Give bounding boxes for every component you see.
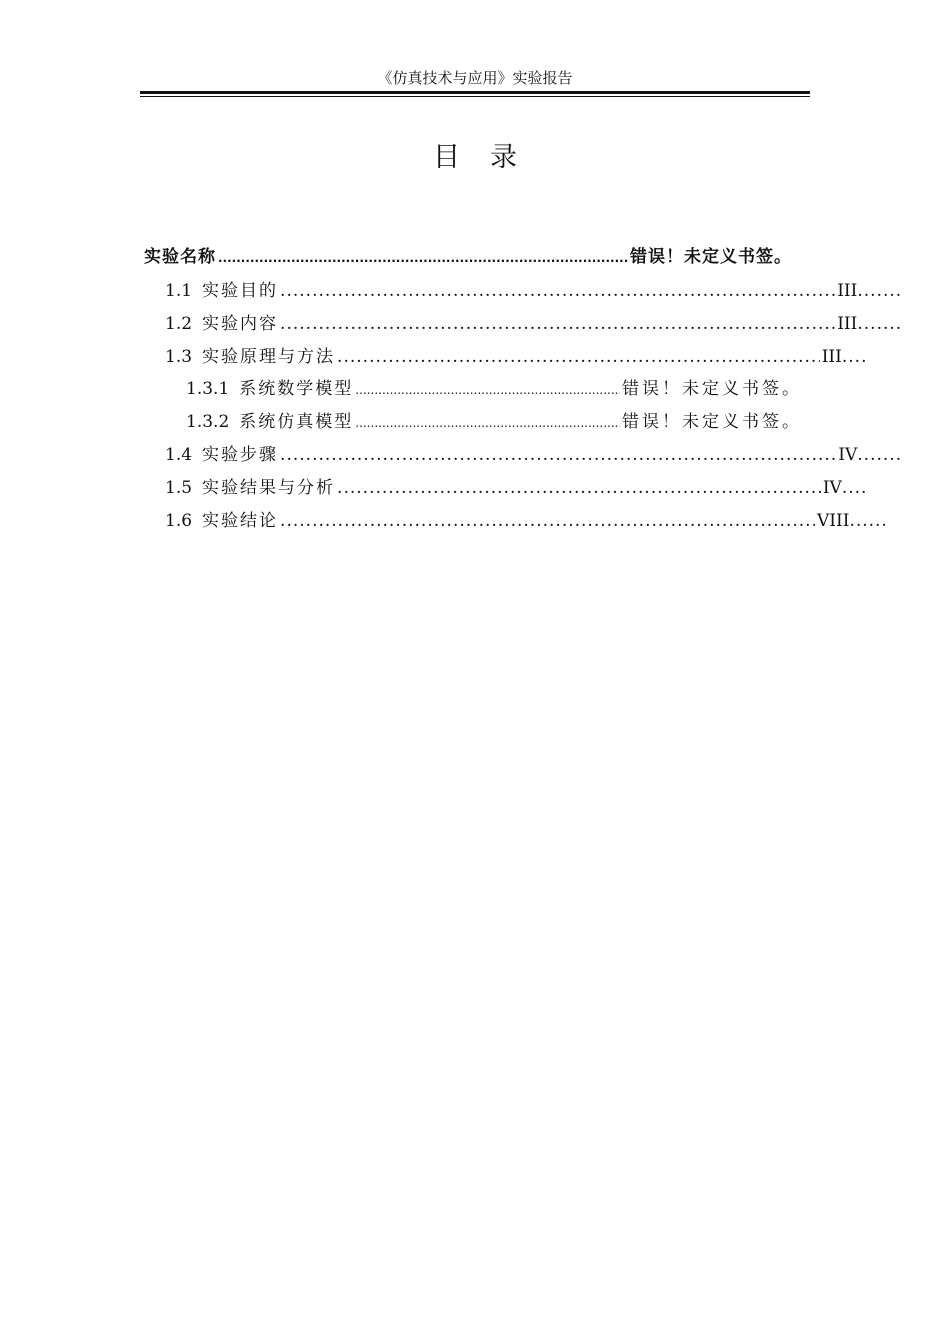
toc-leader	[280, 279, 835, 303]
toc-entry-1-3-2[interactable]	[186, 410, 802, 435]
toc-leader-tail	[857, 279, 902, 303]
toc-entry-number: 1.6	[165, 511, 193, 531]
toc-entry-page: 错误！未定义书签。	[622, 412, 802, 432]
toc-leader-tail	[842, 345, 868, 369]
toc-leader	[337, 345, 820, 369]
toc-leader	[280, 312, 835, 336]
toc-entry-label: 实验原理与方法	[202, 347, 336, 367]
toc-entry-number: 1.3	[165, 347, 193, 367]
toc-entry-label: 实验结果与分析	[202, 478, 336, 498]
toc-leader-tail	[857, 312, 902, 336]
toc-leader	[218, 246, 628, 270]
toc-entry-1-5[interactable]	[165, 476, 868, 500]
toc-entry-label: 实验目的	[202, 281, 279, 301]
toc-entry-number: 1.3.2	[186, 412, 230, 432]
toc-leader-tail	[849, 509, 885, 533]
toc-entry-1-1[interactable]	[165, 279, 902, 303]
toc-entry-page: III	[837, 281, 858, 301]
toc-entry-page: III	[821, 347, 842, 367]
toc-entry-1-2[interactable]	[165, 312, 902, 336]
toc-entry-number: 1.4	[165, 445, 193, 465]
toc-entry-page: IV	[822, 478, 842, 498]
toc-leader	[337, 476, 821, 500]
toc-leader-tail	[842, 476, 868, 500]
toc-leader-tail	[857, 443, 902, 467]
toc-entry-label: 实验步骤	[202, 445, 279, 465]
toc-entry-1-3-1[interactable]	[186, 377, 802, 402]
header-rule-thick	[140, 91, 810, 94]
toc-entry-number: 1.1	[165, 281, 193, 301]
toc-entry-page: III	[837, 314, 858, 334]
toc-entry-experiment-name[interactable]	[144, 245, 792, 270]
toc-entry-label: 实验结论	[202, 511, 279, 531]
header-rule-thin	[140, 96, 810, 97]
toc-entry-1-3[interactable]	[165, 345, 868, 369]
toc-entry-1-4[interactable]	[165, 443, 902, 467]
toc-entry-page: IV	[838, 445, 858, 465]
toc-entry-label: 实验名称	[144, 247, 216, 267]
toc-entry-label: 实验内容	[202, 314, 279, 334]
toc-leader	[355, 378, 620, 402]
toc-entry-page: VIII	[817, 511, 850, 531]
toc-entry-label: 系统仿真模型	[239, 412, 354, 432]
page-header: 《仿真技术与应用》实验报告	[377, 69, 573, 87]
toc-leader	[280, 443, 836, 467]
toc-entry-page: 错误！未定义书签。	[622, 379, 802, 399]
toc-entry-label: 系统数学模型	[239, 379, 354, 399]
toc-title: 目录	[433, 142, 547, 173]
toc-entry-1-6[interactable]	[165, 509, 885, 533]
toc-leader	[355, 411, 620, 435]
toc-entry-page: 错误！未定义书签。	[630, 247, 792, 267]
toc-entry-number: 1.5	[165, 478, 193, 498]
toc-entry-number: 1.2	[165, 314, 193, 334]
toc-entry-number: 1.3.1	[186, 379, 230, 399]
toc-leader	[280, 509, 815, 533]
